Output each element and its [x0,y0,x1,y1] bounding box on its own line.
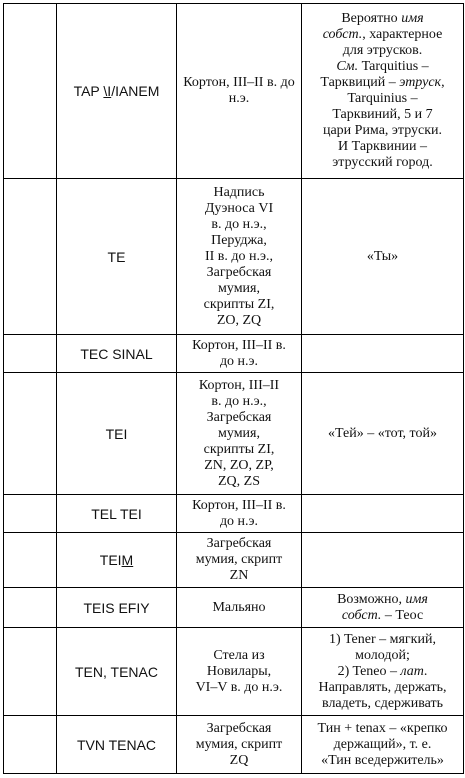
meaning-cell [302,716,464,774]
source-cell [177,179,302,335]
source-cell [177,628,302,716]
meaning-line: для этрусков. [342,43,423,58]
meaning-cell [302,335,464,373]
term-text-underlined: M [121,552,134,568]
term-cell [57,4,177,179]
source-line: Стела из [213,647,265,663]
meaning-line: И Тарквинии – [338,139,427,154]
meaning-line: цари Рима, этруски. [322,123,443,138]
source-cell [177,373,302,495]
source-cell [177,533,302,588]
meaning-line: Тарквиций – этруск, [320,75,445,90]
row-number-cell [4,628,57,716]
source-cell [177,4,302,179]
term-text: TEN, TENAC [75,663,158,680]
source-line: VI–V в. до н.э. [195,679,283,695]
source-line: мумия, скрипт [195,736,283,752]
source-text: Кортон, III–II в. до н.э. [183,75,295,106]
meaning-text: «Ты» [366,248,399,264]
term-text: TAP [73,83,104,99]
source-cell [177,716,302,774]
term-text: TEI [105,425,128,442]
source-line: Загребская [206,720,272,736]
row-number-cell [4,495,57,533]
meaning-cell [302,495,464,533]
source-line: скрипты ZI, [203,441,275,457]
meaning-line: этрусский город. [332,155,433,170]
source-line: мумия, скрипт [195,552,283,567]
lexicon-table [3,3,464,774]
meaning-line: Тарквиний, 5 и 7 [332,107,433,122]
source-line: до н.э. [219,353,259,369]
term-text: TEL TEI [91,505,142,522]
source-line: Новилары, [206,663,272,679]
meaning-cell [302,588,464,628]
source-line: II в. до н.э., [204,248,274,264]
source-line: ZN [229,568,249,583]
source-line: Загребская [206,536,272,551]
meaning-line: 1) Tener – мягкий, [329,631,436,647]
source-line: ZQ [229,752,249,768]
table-row [4,716,464,774]
meaning-line: держащий», т. е. [333,736,432,752]
source-line: мумия, [218,425,260,441]
table-row [4,533,464,588]
table-row [4,373,464,495]
row-number-cell [4,4,57,179]
source-line: Загребская [206,264,272,280]
row-number-cell [4,716,57,774]
meaning-line: Tarquinius – [347,91,418,106]
term-text: TEC SINAL [80,345,153,362]
meaning-line: собст. – Теос [341,607,424,623]
table-row [4,588,464,628]
term-cell [57,373,177,495]
meaning-cell [302,373,464,495]
meaning-text: «Тей» – «тот, той» [328,425,437,441]
row-number-cell [4,588,57,628]
meaning-cell [302,533,464,588]
source-line: Кортон, III–II [198,377,280,393]
source-cell [177,335,302,373]
term-text: /IANEM [111,83,160,99]
meaning-line: Тин + tenax – «крепко [317,720,448,736]
source-line: Дуэноса VI [204,200,274,216]
source-cell [177,588,302,628]
row-number-cell [4,533,57,588]
meaning-cell [302,628,464,716]
source-line: ZN, ZO, ZP, [204,457,274,473]
meaning-line: См. Tarquitius – [336,59,429,74]
source-line: скрипты ZI, [203,296,275,312]
term-cell [57,495,177,533]
term-cell [57,628,177,716]
meaning-line: 2) Teneo – лат. [337,663,428,679]
source-cell [177,495,302,533]
source-line: Загребская [206,409,272,425]
meaning-cell [302,4,464,179]
row-number-cell [4,373,57,495]
meaning-line: Вероятно имя [341,11,424,26]
table-row [4,179,464,335]
source-line: Кортон, III–II в. [192,337,286,353]
term-text-underlined: \I [103,83,112,99]
table-row [4,4,464,179]
row-number-cell [4,335,57,373]
source-line: до н.э. [219,513,259,529]
table-row [4,335,464,373]
source-line: Кортон, III–II в. [192,497,286,513]
source-line: Перуджа, [211,232,267,248]
term-cell [57,533,177,588]
source-line: ZQ, ZS [218,473,260,489]
meaning-line: собст., характерное [322,27,443,42]
source-line: ZO, ZQ [216,312,262,328]
meaning-line: Возможно, имя [337,591,428,607]
source-line: в. до н.э., [211,216,267,232]
table-row [4,628,464,716]
meaning-cell [302,179,464,335]
source-line: в. до н.э., [211,393,267,409]
term-text: TVN TENAC [76,736,157,753]
term-text: TEIS EFIY [83,599,150,616]
row-number-cell [4,179,57,335]
term-text: TEI [99,552,122,568]
meaning-line: Направлять, держать, [318,679,447,695]
term-cell [57,335,177,373]
source-text: Мальяно [212,599,266,615]
term-cell [57,179,177,335]
source-line: мумия, [218,280,260,296]
meaning-line: молодой; [355,647,410,663]
meaning-line: «Тин вседержитель» [321,752,444,768]
meaning-line: владеть, сдерживать [322,695,443,711]
term-text: TE [107,248,126,265]
term-cell [57,588,177,628]
term-cell [57,716,177,774]
table-row [4,495,464,533]
source-line: Надпись [213,184,265,200]
